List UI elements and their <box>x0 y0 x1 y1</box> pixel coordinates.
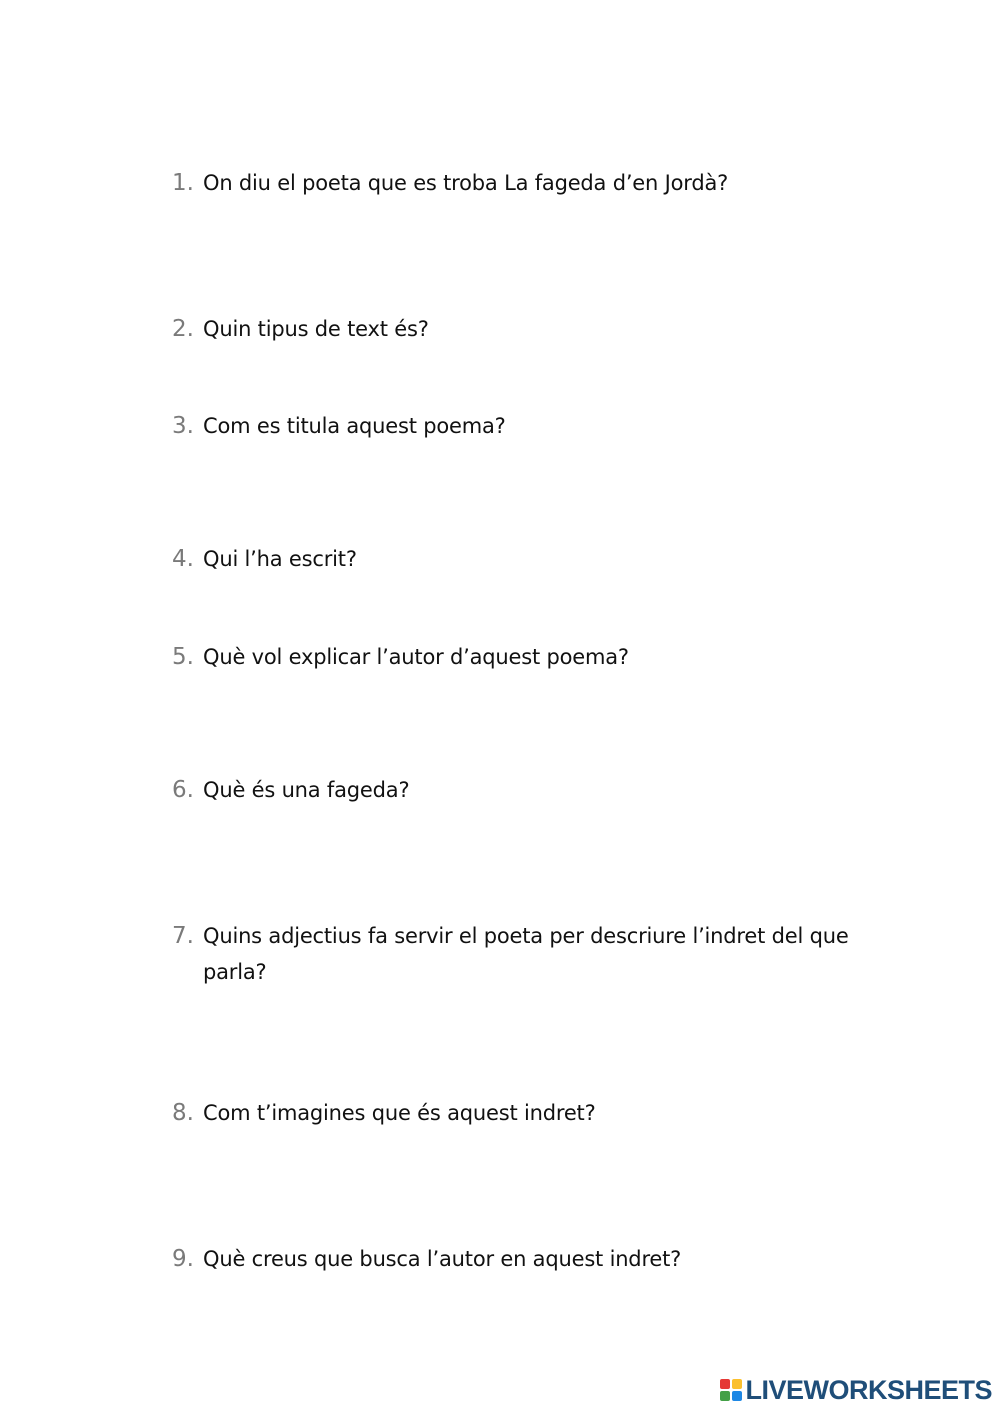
question-1 <box>172 165 852 201</box>
liveworksheets-brand <box>720 1375 992 1405</box>
question-number: 6. <box>172 777 194 803</box>
question-number: 8. <box>172 1100 194 1126</box>
logo-square-red <box>720 1379 730 1389</box>
question-number: 3. <box>172 413 194 439</box>
question-text: Qui l’ha escrit? <box>203 547 357 571</box>
logo-square-yellow <box>732 1379 742 1389</box>
question-text: Com t’imagines que és aquest indret? <box>203 1101 596 1125</box>
question-text: Com es titula aquest poema? <box>203 414 506 438</box>
question-number: 2. <box>172 316 194 342</box>
question-text: Quin tipus de text és? <box>203 317 429 341</box>
question-6 <box>172 772 852 808</box>
question-9 <box>172 1241 852 1277</box>
question-number: 1. <box>172 170 194 196</box>
question-3 <box>172 408 852 444</box>
question-4 <box>172 541 852 577</box>
question-number: 7. <box>172 923 194 949</box>
question-text: Què creus que busca l’autor en aquest indret? <box>203 1247 682 1271</box>
liveworksheets-logo-icon <box>720 1379 742 1401</box>
logo-square-green <box>720 1391 730 1401</box>
brand-wordmark: LIVEWORKSHEETS <box>745 1375 992 1405</box>
question-5 <box>172 639 852 675</box>
question-text: On diu el poeta que es troba La fageda d’en Jordà? <box>203 171 729 195</box>
question-2 <box>172 311 852 347</box>
question-number: 4. <box>172 546 194 572</box>
question-number: 9. <box>172 1246 194 1272</box>
logo-square-blue <box>732 1391 742 1401</box>
question-text: Quins adjectius fa servir el poeta per descriure l’indret del que parla? <box>203 924 849 984</box>
question-7 <box>172 918 852 990</box>
question-8 <box>172 1095 852 1131</box>
question-text: Què vol explicar l’autor d’aquest poema? <box>203 645 629 669</box>
question-number: 5. <box>172 644 194 670</box>
question-text: Què és una fageda? <box>203 778 410 802</box>
